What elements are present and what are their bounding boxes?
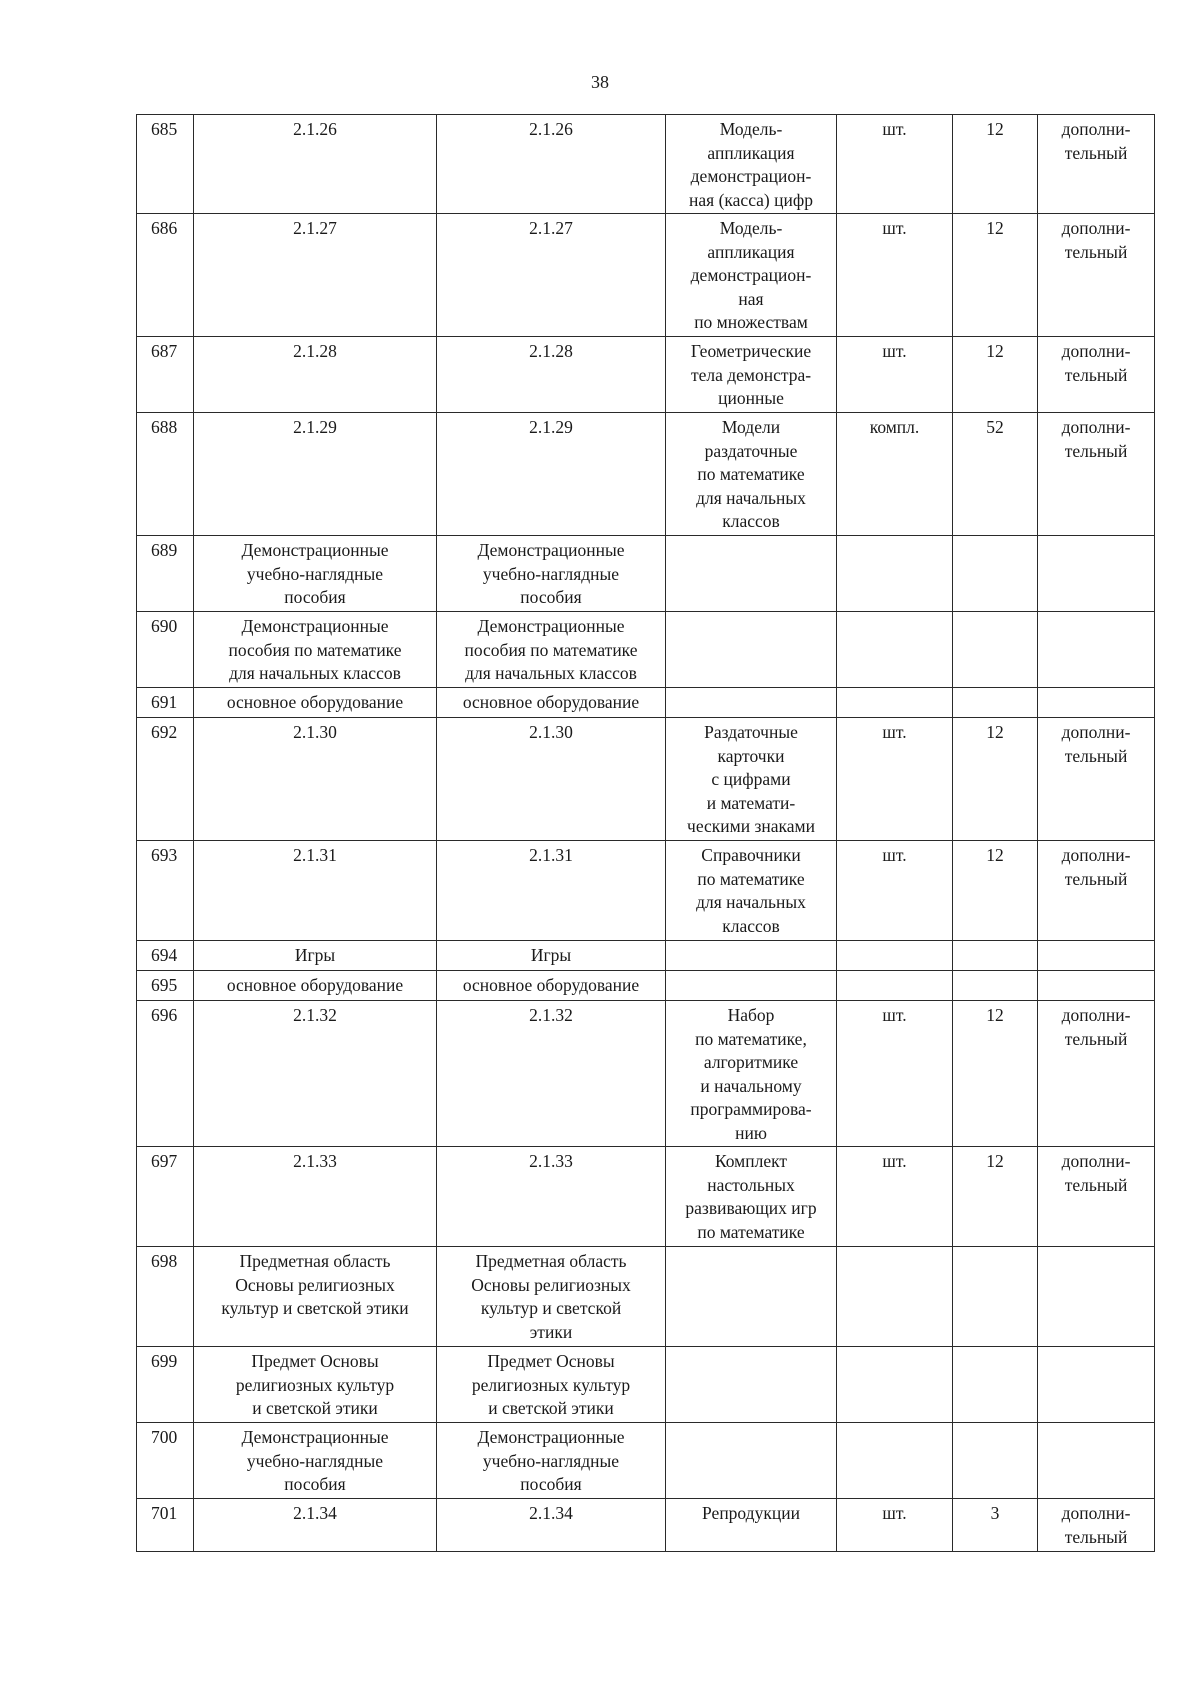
quantity-cell: 12 bbox=[953, 1001, 1038, 1147]
unit-cell: шт. bbox=[837, 841, 953, 941]
equipment-type-cell: дополни- тельный bbox=[1038, 1001, 1155, 1147]
item-name-cell bbox=[666, 612, 837, 688]
row-number-cell: 694 bbox=[137, 941, 194, 971]
item-code-cell: 2.1.29 bbox=[437, 413, 666, 536]
table-row bbox=[137, 214, 1155, 337]
item-code-cell: 2.1.28 bbox=[437, 337, 666, 413]
row-number-cell: 688 bbox=[137, 413, 194, 536]
item-code-cell: 2.1.30 bbox=[437, 718, 666, 841]
quantity-cell: 12 bbox=[953, 841, 1038, 941]
section-code-cell: 2.1.26 bbox=[194, 115, 437, 214]
item-name-cell bbox=[666, 688, 837, 718]
section-code-cell: Игры bbox=[194, 941, 437, 971]
quantity-cell bbox=[953, 536, 1038, 612]
row-number-cell: 699 bbox=[137, 1347, 194, 1423]
quantity-cell bbox=[953, 971, 1038, 1001]
item-code-cell: основное оборудование bbox=[437, 971, 666, 1001]
section-code-cell: 2.1.30 bbox=[194, 718, 437, 841]
unit-cell bbox=[837, 1423, 953, 1499]
page-number: 38 bbox=[591, 72, 609, 92]
section-code-cell: 2.1.33 bbox=[194, 1147, 437, 1247]
quantity-cell bbox=[953, 612, 1038, 688]
section-code-cell: основное оборудование bbox=[194, 971, 437, 1001]
section-code-cell: Демонстрационные пособия по математике для начальных классов bbox=[194, 612, 437, 688]
unit-cell bbox=[837, 536, 953, 612]
section-code-cell: Предмет Основы религиозных культур и светской этики bbox=[194, 1347, 437, 1423]
item-code-cell: Предмет Основы религиозных культур и светской этики bbox=[437, 1347, 666, 1423]
row-number-cell: 700 bbox=[137, 1423, 194, 1499]
table-row bbox=[137, 1247, 1155, 1347]
item-name-cell: Геометрические тела демонстра- ционные bbox=[666, 337, 837, 413]
item-code-cell: 2.1.33 bbox=[437, 1147, 666, 1247]
item-name-cell bbox=[666, 1423, 837, 1499]
equipment-type-cell: дополни- тельный bbox=[1038, 214, 1155, 337]
unit-cell bbox=[837, 941, 953, 971]
section-code-cell: 2.1.32 bbox=[194, 1001, 437, 1147]
unit-cell: шт. bbox=[837, 214, 953, 337]
section-code-cell: 2.1.29 bbox=[194, 413, 437, 536]
item-name-cell bbox=[666, 941, 837, 971]
item-name-cell: Справочники по математике для начальных классов bbox=[666, 841, 837, 941]
item-code-cell: основное оборудование bbox=[437, 688, 666, 718]
table-row bbox=[137, 1423, 1155, 1499]
table-row bbox=[137, 941, 1155, 971]
row-number-cell: 685 bbox=[137, 115, 194, 214]
unit-cell bbox=[837, 688, 953, 718]
table-row bbox=[137, 971, 1155, 1001]
table-row bbox=[137, 718, 1155, 841]
item-name-cell bbox=[666, 1347, 837, 1423]
section-code-cell: 2.1.27 bbox=[194, 214, 437, 337]
equipment-type-cell: дополни- тельный bbox=[1038, 1499, 1155, 1552]
row-number-cell: 689 bbox=[137, 536, 194, 612]
table-row bbox=[137, 612, 1155, 688]
row-number-cell: 692 bbox=[137, 718, 194, 841]
quantity-cell bbox=[953, 1423, 1038, 1499]
equipment-type-cell bbox=[1038, 612, 1155, 688]
item-name-cell: Набор по математике, алгоритмике и начальному программирова- нию bbox=[666, 1001, 837, 1147]
item-code-cell: Демонстрационные пособия по математике для начальных классов bbox=[437, 612, 666, 688]
table-row bbox=[137, 1499, 1155, 1552]
equipment-type-cell: дополни- тельный bbox=[1038, 337, 1155, 413]
unit-cell: шт. bbox=[837, 1147, 953, 1247]
item-name-cell bbox=[666, 536, 837, 612]
table-row bbox=[137, 337, 1155, 413]
item-name-cell: Модель- аппликация демонстрацион- ная по множествам bbox=[666, 214, 837, 337]
section-code-cell: 2.1.34 bbox=[194, 1499, 437, 1552]
item-name-cell bbox=[666, 1247, 837, 1347]
table-row bbox=[137, 688, 1155, 718]
equipment-type-cell: дополни- тельный bbox=[1038, 115, 1155, 214]
quantity-cell: 12 bbox=[953, 214, 1038, 337]
section-code-cell: Демонстрационные учебно-наглядные пособия bbox=[194, 536, 437, 612]
equipment-type-cell: дополни- тельный bbox=[1038, 718, 1155, 841]
table-row bbox=[137, 115, 1155, 214]
section-code-cell: 2.1.28 bbox=[194, 337, 437, 413]
unit-cell bbox=[837, 612, 953, 688]
equipment-type-cell bbox=[1038, 941, 1155, 971]
unit-cell bbox=[837, 1347, 953, 1423]
item-code-cell: 2.1.32 bbox=[437, 1001, 666, 1147]
quantity-cell bbox=[953, 941, 1038, 971]
item-name-cell: Модель- аппликация демонстрацион- ная (касса) цифр bbox=[666, 115, 837, 214]
quantity-cell: 12 bbox=[953, 337, 1038, 413]
item-name-cell bbox=[666, 971, 837, 1001]
item-code-cell: Игры bbox=[437, 941, 666, 971]
row-number-cell: 686 bbox=[137, 214, 194, 337]
table-row bbox=[137, 841, 1155, 941]
quantity-cell: 12 bbox=[953, 1147, 1038, 1247]
quantity-cell: 12 bbox=[953, 115, 1038, 214]
section-code-cell: Предметная область Основы религиозных культур и светской этики bbox=[194, 1247, 437, 1347]
row-number-cell: 695 bbox=[137, 971, 194, 1001]
table-row bbox=[137, 1347, 1155, 1423]
row-number-cell: 701 bbox=[137, 1499, 194, 1552]
item-name-cell: Модели раздаточные по математике для начальных классов bbox=[666, 413, 837, 536]
section-code-cell: Демонстрационные учебно-наглядные пособия bbox=[194, 1423, 437, 1499]
equipment-type-cell bbox=[1038, 1247, 1155, 1347]
section-code-cell: 2.1.31 bbox=[194, 841, 437, 941]
equipment-type-cell bbox=[1038, 1423, 1155, 1499]
unit-cell bbox=[837, 1247, 953, 1347]
quantity-cell bbox=[953, 688, 1038, 718]
unit-cell: шт. bbox=[837, 115, 953, 214]
item-code-cell: 2.1.31 bbox=[437, 841, 666, 941]
unit-cell: шт. bbox=[837, 337, 953, 413]
row-number-cell: 696 bbox=[137, 1001, 194, 1147]
row-number-cell: 687 bbox=[137, 337, 194, 413]
equipment-table bbox=[136, 114, 1155, 1552]
item-code-cell: 2.1.26 bbox=[437, 115, 666, 214]
unit-cell: шт. bbox=[837, 1499, 953, 1552]
quantity-cell: 3 bbox=[953, 1499, 1038, 1552]
equipment-type-cell: дополни- тельный bbox=[1038, 841, 1155, 941]
item-code-cell: 2.1.34 bbox=[437, 1499, 666, 1552]
quantity-cell: 52 bbox=[953, 413, 1038, 536]
table-row bbox=[137, 536, 1155, 612]
quantity-cell bbox=[953, 1347, 1038, 1423]
item-name-cell: Репродукции bbox=[666, 1499, 837, 1552]
table-row bbox=[137, 1147, 1155, 1247]
row-number-cell: 698 bbox=[137, 1247, 194, 1347]
section-code-cell: основное оборудование bbox=[194, 688, 437, 718]
equipment-type-cell bbox=[1038, 536, 1155, 612]
row-number-cell: 697 bbox=[137, 1147, 194, 1247]
equipment-type-cell bbox=[1038, 1347, 1155, 1423]
table-row bbox=[137, 413, 1155, 536]
row-number-cell: 691 bbox=[137, 688, 194, 718]
item-code-cell: Демонстрационные учебно-наглядные пособия bbox=[437, 1423, 666, 1499]
table-body bbox=[137, 115, 1155, 1552]
row-number-cell: 693 bbox=[137, 841, 194, 941]
table-row bbox=[137, 1001, 1155, 1147]
equipment-type-cell: дополни- тельный bbox=[1038, 1147, 1155, 1247]
equipment-type-cell bbox=[1038, 971, 1155, 1001]
unit-cell: шт. bbox=[837, 1001, 953, 1147]
item-name-cell: Комплект настольных развивающих игр по математике bbox=[666, 1147, 837, 1247]
item-code-cell: Предметная область Основы религиозных культур и светской этики bbox=[437, 1247, 666, 1347]
unit-cell bbox=[837, 971, 953, 1001]
quantity-cell: 12 bbox=[953, 718, 1038, 841]
quantity-cell bbox=[953, 1247, 1038, 1347]
equipment-type-cell bbox=[1038, 688, 1155, 718]
unit-cell: шт. bbox=[837, 718, 953, 841]
item-name-cell: Раздаточные карточки с цифрами и математи- ческими знаками bbox=[666, 718, 837, 841]
unit-cell: компл. bbox=[837, 413, 953, 536]
row-number-cell: 690 bbox=[137, 612, 194, 688]
equipment-type-cell: дополни- тельный bbox=[1038, 413, 1155, 536]
item-code-cell: Демонстрационные учебно-наглядные пособия bbox=[437, 536, 666, 612]
item-code-cell: 2.1.27 bbox=[437, 214, 666, 337]
